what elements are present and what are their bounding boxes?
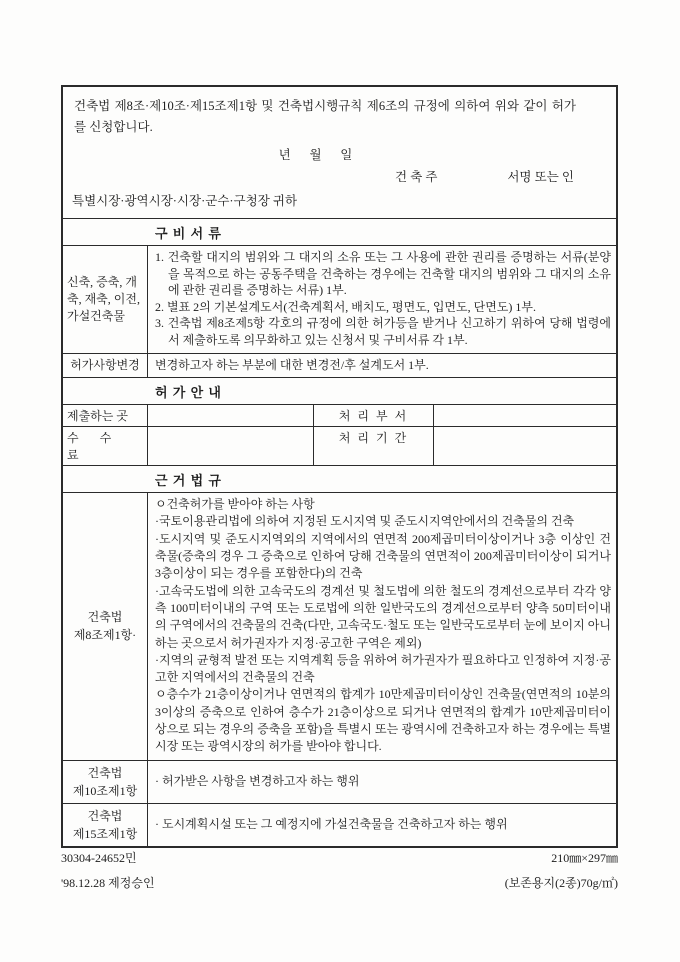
- article8-law-name: 건축법: [87, 610, 123, 625]
- article15-law-name: 건축법: [87, 808, 123, 823]
- application-statement: 건축법 제8조·제10조·제15조제1항 및 건축법시행규칙 제6조의 규정에 의하여 위와 같이 허가를 신청합니다.: [74, 99, 576, 134]
- doc-item-3: 3. 건축법 제8조제5항 각호의 규정에 의한 허가등을 받거나 신고하기 위하여 당해 법령에서 제출하도록 의무화하고 있는 신청서 및 구비서류 각 1부.: [155, 316, 611, 347]
- article8-item-6: ㅇ층수가 21층이상이거나 연면적의 합계가 10만제곱미터이상인 건축물(연면적의 10분의 3이상의 증축으로 인하여 층수가 21층이상으로 되거나 연면적의 합계가 10만제곱미터이상으로 되는 경우의 증축을 포함)을 특별시 또는 광역시에 건축하고자 하는 경우에는 특별시장 또는 광역시장의 허가를 받아야 합니다.: [155, 687, 611, 754]
- applicant-label: 건 축 주: [395, 170, 438, 184]
- article8-row: [63, 492, 616, 759]
- approval-date: '98.12.28 제정승인: [61, 876, 155, 890]
- processing-period-value: [434, 427, 616, 465]
- permit-change-row: [63, 353, 616, 378]
- article10-law-name: 건축법: [87, 765, 123, 780]
- article8-item-3: ·도시지역 및 준도시지역외의 지역에서의 연면적 200제곱미터이상이거나 3층 이상인 건축물(증축의 경우 그 증축으로 인하여 당해 건축물의 연면적이 200제곱미터이상이 되거나 3층이상이 되는 경우를 포함한다)의 건축: [155, 531, 611, 581]
- legal-basis-header: 근 거 법 규: [63, 465, 616, 492]
- article10-label-cell: [63, 761, 148, 803]
- article10-row: [63, 760, 616, 803]
- doc-item-1: 1. 건축할 대지의 범위와 그 대지의 소유 또는 그 사용에 관한 권리를 증명하는 서류(분양을 목적으로 하는 공동주택을 건축하는 경우에는 건축할 대지의 범위와 그 대지의 소유에 관한 권리를 증명하는 서류) 1부.: [155, 250, 611, 298]
- permit-form-table: [61, 85, 618, 848]
- article15-content: · 도시계획시설 또는 그 예정지에 가설건축물을 건축하고자 하는 행위: [155, 816, 508, 831]
- signature-or-seal-label: 서명 또는 인: [507, 170, 574, 184]
- submit-place-label: 제출하는 곳: [63, 405, 148, 426]
- doc-item-2: 2. 별표 2의 기본설계도서(건축계획서, 배치도, 평면도, 입면도, 단면도) 1부.: [155, 299, 536, 314]
- article8-item-5: ·지역의 균형적 발전 또는 지역계획 등을 위하여 허가권자가 필요하다고 인정하여 지정·공고한 지역에서의 건축물의 건축: [155, 652, 611, 685]
- article8-item-2: ·국토이용관리법에 의하여 지정된 도시지역 및 준도시지역안에서의 건축물의 건축: [155, 514, 575, 529]
- form-footer: [61, 849, 618, 891]
- processing-period-label: 처 리 기 간: [314, 427, 434, 465]
- form-number: 30304-24652민: [61, 851, 137, 865]
- article8-label-cell: [63, 493, 148, 759]
- date-line: 년 월 일: [278, 148, 353, 162]
- paper-spec: (보존용지(2종)70g/㎡): [504, 876, 618, 890]
- processing-dept-value: [434, 405, 616, 426]
- required-docs-header: 구 비 서 류: [63, 218, 616, 245]
- permit-change-content-cell: 변경하고자 하는 부분에 대한 변경전/후 설계도서 1부.: [155, 357, 429, 372]
- article8-content: [148, 493, 616, 759]
- article10-content: · 허가받은 사항을 변경하고자 하는 행위: [155, 773, 360, 788]
- article10-article-no: 제10조제1항: [72, 783, 138, 798]
- required-docs-list: [148, 246, 616, 353]
- processing-dept-label: 처 리 부 서: [314, 405, 434, 426]
- fee-value: [148, 427, 314, 465]
- article8-item-1: ㅇ건축허가를 받아야 하는 사항: [155, 497, 315, 512]
- fee-label: 수 수 료: [63, 427, 148, 465]
- article8-item-4: ·고속국도법에 의한 고속국도의 경계선 및 철도법에 의한 철도의 경계선으로부터 각각 양측 100미터이내의 구역 또는 도로법에 의한 일반국도의 경계선으로부터 양측 50미터이내의 구역에서의 건축물의 건축(다만, 고속국도·철도 또는 일반국도로부터 눈에 보이지 아니하는 곳으로서 허가권자가 지정·공고한 구역은 제외): [155, 583, 611, 650]
- building-type-cell: 신축, 증축, 개축, 재축, 이전, 가설건축물: [63, 246, 148, 353]
- recipient-line: 특별시장·광역시장·시장·군수·구청장 귀하: [72, 194, 298, 208]
- guide-row-fee: [63, 426, 616, 465]
- applicant-signature-row: [69, 167, 610, 185]
- article8-article-no: 제8조제1항·: [73, 628, 137, 643]
- required-docs-row: [63, 245, 616, 353]
- article15-label-cell: [63, 804, 148, 846]
- application-section: [63, 87, 616, 218]
- paper-size: 210㎜×297㎜: [551, 851, 618, 865]
- permit-change-label-cell: 허가사항변경: [63, 354, 148, 378]
- guide-row-submit: [63, 404, 616, 426]
- footer-row-1: [61, 849, 618, 866]
- article15-row: [63, 803, 616, 846]
- article15-article-no: 제15조제1항: [72, 826, 138, 841]
- submit-place-value: [148, 405, 314, 426]
- footer-row-2: [61, 874, 618, 891]
- guide-header: 허 가 안 내: [63, 377, 616, 404]
